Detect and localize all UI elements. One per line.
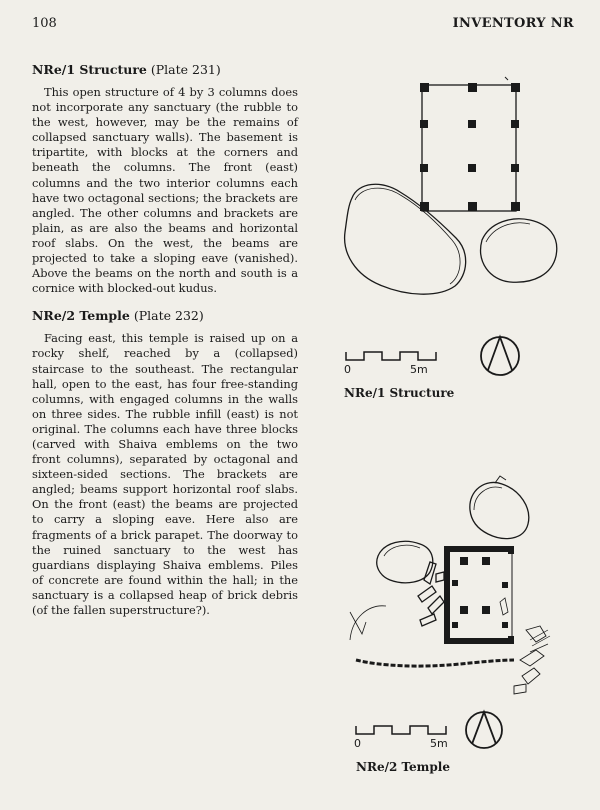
section-body: Facing east, this temple is raised up on a rocky shelf, reached by a (collapsed) staircase to the southeast. The rectangular hall, open to the east, has four free-standing columns, with engaged columns in the walls on three sides. The rubble infill (east) is not original. The columns each have three blocks (carved with Shaiva emblems on the two front columns), separated by octagonal and sixteen-sided sections. The brackets are angled; beams support horizontal roof slabs. On the front (east) the beams are projected to carry a sloping eave. Here also are fragments of a brick parapet. The doorway to the ruined sanctuary to the west has guardians displaying Shaiva emblems. Piles of concrete are found within the hall; in the sanctuary is a collapsed heap of brick debris (of the fallen superstructure?). (32, 331, 298, 617)
scale-start-label: 0 (344, 363, 351, 376)
plate-reference: (Plate 232) (133, 308, 204, 324)
plate-reference: (Plate 231) (150, 62, 221, 77)
scale-end-label: 5m (410, 363, 428, 376)
section-code: NRe/2 Temple (32, 308, 130, 324)
section-body: This open structure of 4 by 3 columns does not incorporate any sanctuary (the rubble to the west, however, may be the remains of collapsed sanctuary walls). The basement is tripartite, with blocks at the corners and beneath the columns. The front (east) columns and the two interior columns each have two octagonal sections; the brackets are angled. The other columns and brackets are plain, as are also the beams and horizontal roof slabs. On the west, the beams are projected to take a sloping eave (vanished). Above the beams on the north and south is a cornice with blocked-out kudus. (32, 85, 298, 296)
page-number: 108 (32, 16, 57, 31)
figure-caption: NRe/1 Structure (344, 386, 455, 400)
figure-caption: NRe/2 Temple (356, 760, 450, 774)
north-arrow-icon (466, 712, 502, 748)
running-head: INVENTORY NR (452, 16, 574, 31)
scale-end-label: 5m (430, 737, 448, 750)
scale-bar (356, 726, 446, 734)
section-code: NRe/1 Structure (32, 62, 147, 77)
scale-start-label: 0 (354, 737, 361, 750)
